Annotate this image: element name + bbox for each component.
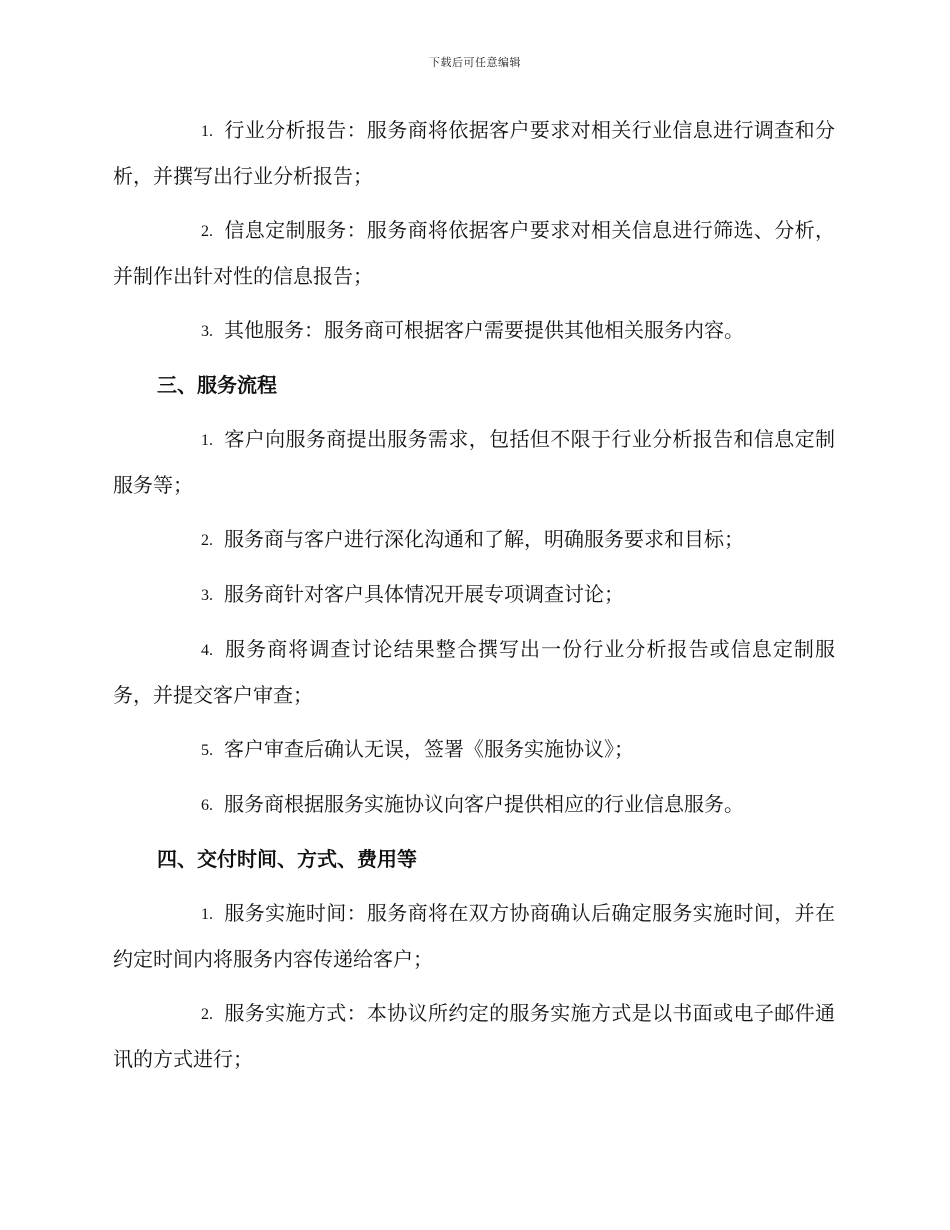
list-item-number: 6.	[201, 797, 213, 814]
list-item-number: 1.	[201, 123, 213, 140]
list-item-text: 服务商针对客户具体情况开展专项调查讨论；	[224, 582, 624, 606]
list-item	[113, 782, 835, 828]
list-item	[113, 517, 835, 563]
list-item	[113, 308, 835, 354]
list-item-text: 服务实施方式：本协议所约定的服务实施方式是以书面或电子邮件通讯的方式进行；	[113, 1001, 835, 1071]
list-item-number: 3.	[201, 587, 213, 604]
list-item	[113, 627, 835, 718]
list-item-number: 2.	[201, 532, 213, 549]
list-item-text: 信息定制服务：服务商将依据客户要求对相关信息进行筛选、分析，并制作出针对性的信息报告；	[113, 218, 835, 288]
list-item-number: 4.	[201, 642, 213, 659]
list-item-number: 1.	[201, 906, 213, 923]
list-item	[113, 572, 835, 618]
list-item-number: 5.	[201, 742, 213, 759]
document-body	[113, 108, 835, 1091]
list-item-text: 客户向服务商提出服务需求，包括但不限于行业分析报告和信息定制服务等；	[113, 427, 835, 497]
list-item-text: 服务商与客户进行深化沟通和了解，明确服务要求和目标；	[224, 527, 744, 551]
list-item-text: 服务商根据服务实施协议向客户提供相应的行业信息服务。	[224, 792, 744, 816]
section-heading: 四、交付时间、方式、费用等	[157, 847, 417, 871]
list-item-text: 客户审查后确认无误，签署《服务实施协议》；	[224, 737, 634, 761]
list-item-text: 其他服务：服务商可根据客户需要提供其他相关服务内容。	[224, 318, 744, 342]
list-item-number: 2.	[201, 1006, 213, 1023]
list-item	[113, 891, 835, 982]
list-item	[113, 417, 835, 508]
list-item	[113, 727, 835, 773]
list-item-number: 2.	[201, 223, 213, 240]
list-item	[113, 208, 835, 299]
list-item-text: 服务实施时间：服务商将在双方协商确认后确定服务实施时间，并在约定时间内将服务内容传递给客户；	[113, 901, 835, 971]
list-item	[113, 108, 835, 199]
list-item	[113, 991, 835, 1082]
list-item-text: 服务商将调查讨论结果整合撰写出一份行业分析报告或信息定制服务，并提交客户审查；	[113, 637, 835, 707]
list-item-number: 1.	[201, 432, 213, 449]
list-item-text: 行业分析报告：服务商将依据客户要求对相关行业信息进行调查和分析，并撰写出行业分析报告；	[113, 118, 835, 188]
list-item-number: 3.	[201, 323, 213, 340]
section-heading: 三、服务流程	[157, 373, 277, 397]
header-note: 下载后可任意编辑	[429, 56, 521, 69]
